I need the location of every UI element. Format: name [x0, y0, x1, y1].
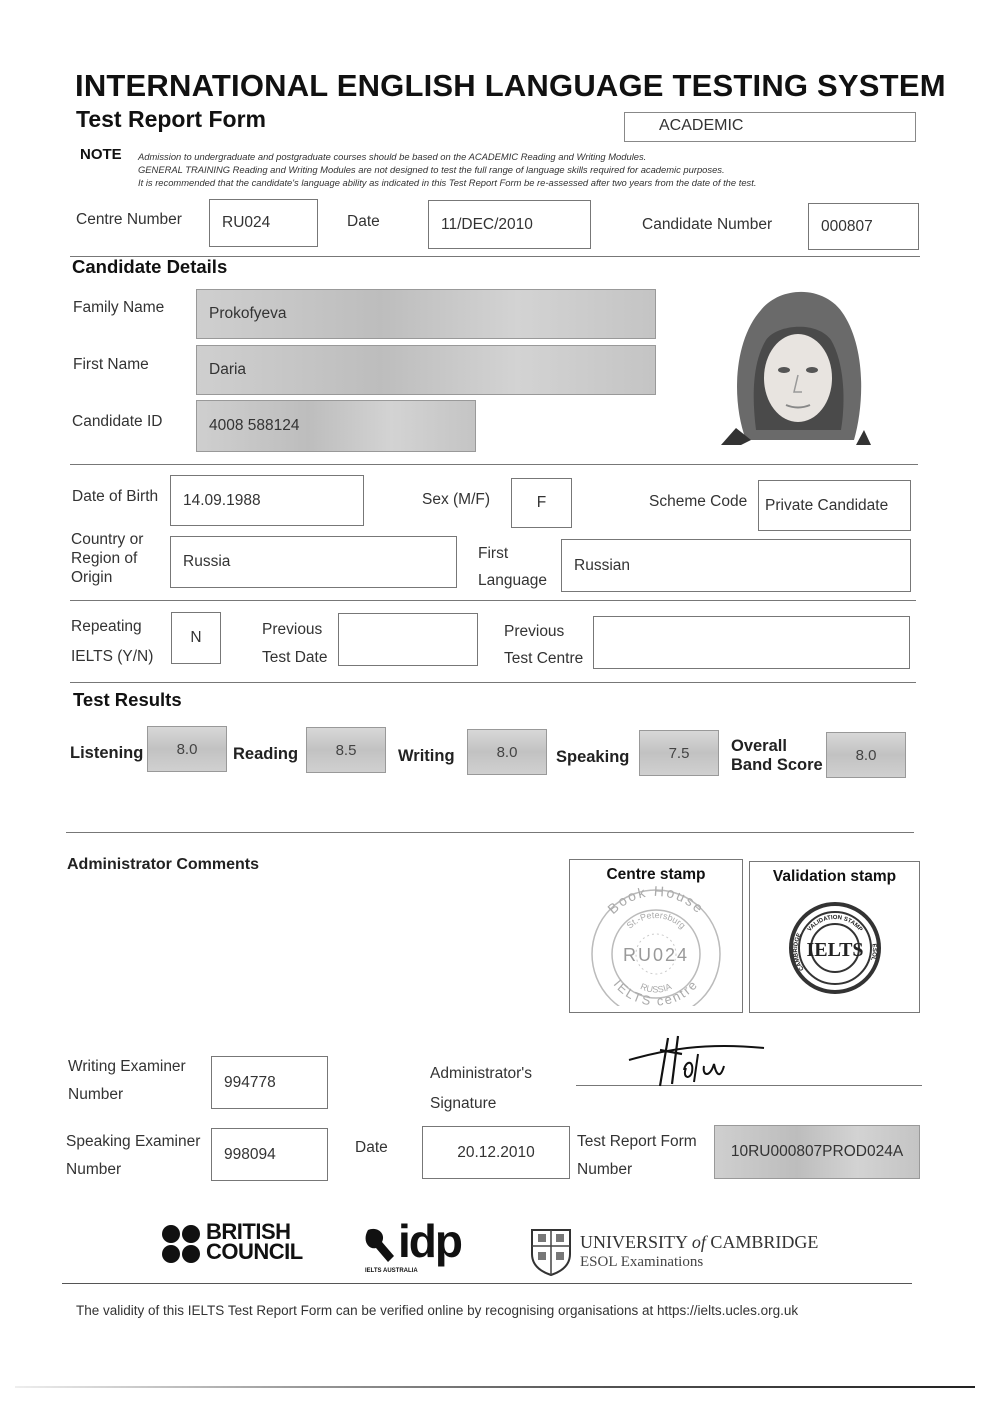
- previous-test-centre-label: Previous Test Centre: [504, 623, 584, 667]
- centre-stamp-box: [569, 859, 743, 1013]
- family-name-field: Prokofyeva: [196, 289, 656, 339]
- idp-wordmark: idp: [398, 1215, 461, 1267]
- family-name-label: Family Name: [73, 299, 165, 316]
- date-label-bottom: Date: [355, 1139, 388, 1156]
- divider: [70, 600, 916, 601]
- first-name-field: Daria: [196, 345, 656, 395]
- sex-field: F: [511, 478, 572, 528]
- cambridge-logo: [530, 1228, 820, 1278]
- british-council-line-1: BRITISH: [206, 1219, 291, 1244]
- british-council-line-2: COUNCIL: [206, 1239, 303, 1264]
- candidate-id-label: Candidate ID: [72, 413, 163, 430]
- speaking-label: Speaking: [556, 748, 630, 766]
- trf-number-label: Test Report Form Number: [577, 1133, 697, 1178]
- writing-examiner-field: 994778: [211, 1056, 328, 1109]
- centre-stamp-code: RU024: [622, 945, 690, 965]
- overall-band-label: Overall Band Score: [731, 737, 823, 774]
- writing-score: 8.0: [467, 729, 547, 775]
- svg-text:St.-Petersburg: [625, 910, 688, 931]
- candidate-id-field: 4008 588124: [196, 400, 476, 452]
- note-line: Admission to undergraduate and postgraduate courses should be based on the ACADEMIC Reading and Writing Modules.: [138, 151, 647, 162]
- sex-label: Sex (M/F): [422, 491, 491, 508]
- divider: [62, 1283, 912, 1284]
- candidate-details-heading: Candidate Details: [72, 256, 228, 277]
- form-subtitle: Test Report Form: [76, 106, 266, 132]
- note-text: [138, 150, 918, 189]
- date-field-bottom: 20.12.2010: [422, 1126, 570, 1179]
- admin-signature: [624, 1030, 774, 1090]
- date-label: Date: [347, 213, 380, 230]
- centre-stamp-seal: [570, 884, 742, 1006]
- cambridge-line-2: ESOL Examinations: [580, 1254, 704, 1270]
- previous-test-centre-field: [593, 616, 910, 669]
- speaking-examiner-field: 998094: [211, 1128, 328, 1181]
- centre-stamp-inner-top: St.-Petersburg: [624, 909, 688, 931]
- admin-comments-label: Administrator Comments: [67, 856, 260, 873]
- centre-stamp-ring-bottom: IELTS centre: [610, 976, 702, 1006]
- writing-label: Writing: [398, 747, 455, 765]
- repeating-field: N: [171, 612, 221, 664]
- note-line: GENERAL TRAINING Reading and Writing Modules are not designed to test the full range of language skills required for academic purposes.: [138, 164, 725, 175]
- speaking-score: 7.5: [639, 730, 719, 776]
- date-field: 11/DEC/2010: [428, 200, 591, 249]
- writing-examiner-label: Writing Examiner Number: [68, 1058, 186, 1103]
- validation-stamp-label: Validation stamp: [772, 868, 897, 885]
- candidate-number-label: Candidate Number: [642, 216, 773, 233]
- centre-number-field: RU024: [209, 199, 318, 247]
- first-language-field: Russian: [561, 539, 911, 592]
- british-council-logo: [160, 1219, 303, 1268]
- dob-label: Date of Birth: [72, 488, 159, 505]
- idp-logo: [362, 1215, 472, 1278]
- candidate-number-field: 000807: [808, 203, 919, 250]
- overall-band-score: 8.0: [826, 732, 906, 778]
- divider: [66, 832, 914, 833]
- idp-subtitle: IELTS AUSTRALIA: [365, 1268, 418, 1274]
- test-results-heading: Test Results: [73, 689, 182, 710]
- admin-signature-label: Administrator's Signature: [430, 1065, 533, 1112]
- reading-score: 8.5: [306, 727, 386, 773]
- validation-stamp-ring-top: VALIDATION STAMP: [806, 915, 864, 933]
- divider: [70, 464, 918, 465]
- validation-stamp-seal: [750, 886, 920, 1004]
- centre-stamp-ring-top: Book House: [604, 884, 708, 917]
- previous-test-date-field: [338, 613, 478, 666]
- listening-score: 8.0: [147, 726, 227, 772]
- validation-stamp-ring-right: ESOL: [869, 943, 877, 962]
- reading-label: Reading: [233, 745, 299, 763]
- verification-footer: The validity of this IELTS Test Report Form can be verified online by recognising organisations at https://ielts.ucles.org.uk: [76, 1303, 799, 1318]
- cambridge-crest-icon: [530, 1228, 572, 1276]
- candidate-photo: [716, 280, 876, 445]
- listening-label: Listening: [70, 744, 144, 762]
- validation-stamp-mark: IELTS: [806, 939, 864, 961]
- document-title: INTERNATIONAL ENGLISH LANGUAGE TESTING SYSTEM: [75, 68, 946, 103]
- centre-stamp-inner-bottom: RUSSIA: [639, 981, 673, 995]
- centre-stamp-label: Centre stamp: [606, 866, 706, 883]
- note-line: It is recommended that the candidate's language ability as indicated in this Test Report Form be re-assessed after two years from the date of the test.: [138, 177, 757, 188]
- speaking-examiner-label: Speaking Examiner Number: [66, 1133, 201, 1178]
- divider: [70, 682, 916, 683]
- scheme-code-label: Scheme Code: [649, 493, 748, 510]
- trf-number-field: 10RU000807PROD024A: [714, 1125, 920, 1179]
- centre-number-label: Centre Number: [76, 211, 182, 228]
- validation-stamp-box: [749, 861, 920, 1013]
- country-field: Russia: [170, 536, 457, 588]
- previous-test-date-label: Previous Test Date: [262, 621, 328, 666]
- country-label: Country or Region of Origin: [71, 531, 144, 586]
- page-edge: [15, 1386, 975, 1388]
- note-label: NOTE: [80, 146, 122, 163]
- validation-stamp-ring-left: CAMBRIDGE: [793, 932, 806, 972]
- dob-field: 14.09.1988: [170, 475, 364, 526]
- first-language-label: First Language: [478, 545, 547, 589]
- repeating-label: Repeating IELTS (Y/N): [71, 618, 154, 665]
- cambridge-line-1: UNIVERSITY of CAMBRIDGE: [580, 1232, 819, 1252]
- module-field: ACADEMIC: [624, 112, 916, 142]
- first-name-label: First Name: [73, 356, 149, 373]
- scheme-code-field: Private Candidate: [758, 480, 911, 531]
